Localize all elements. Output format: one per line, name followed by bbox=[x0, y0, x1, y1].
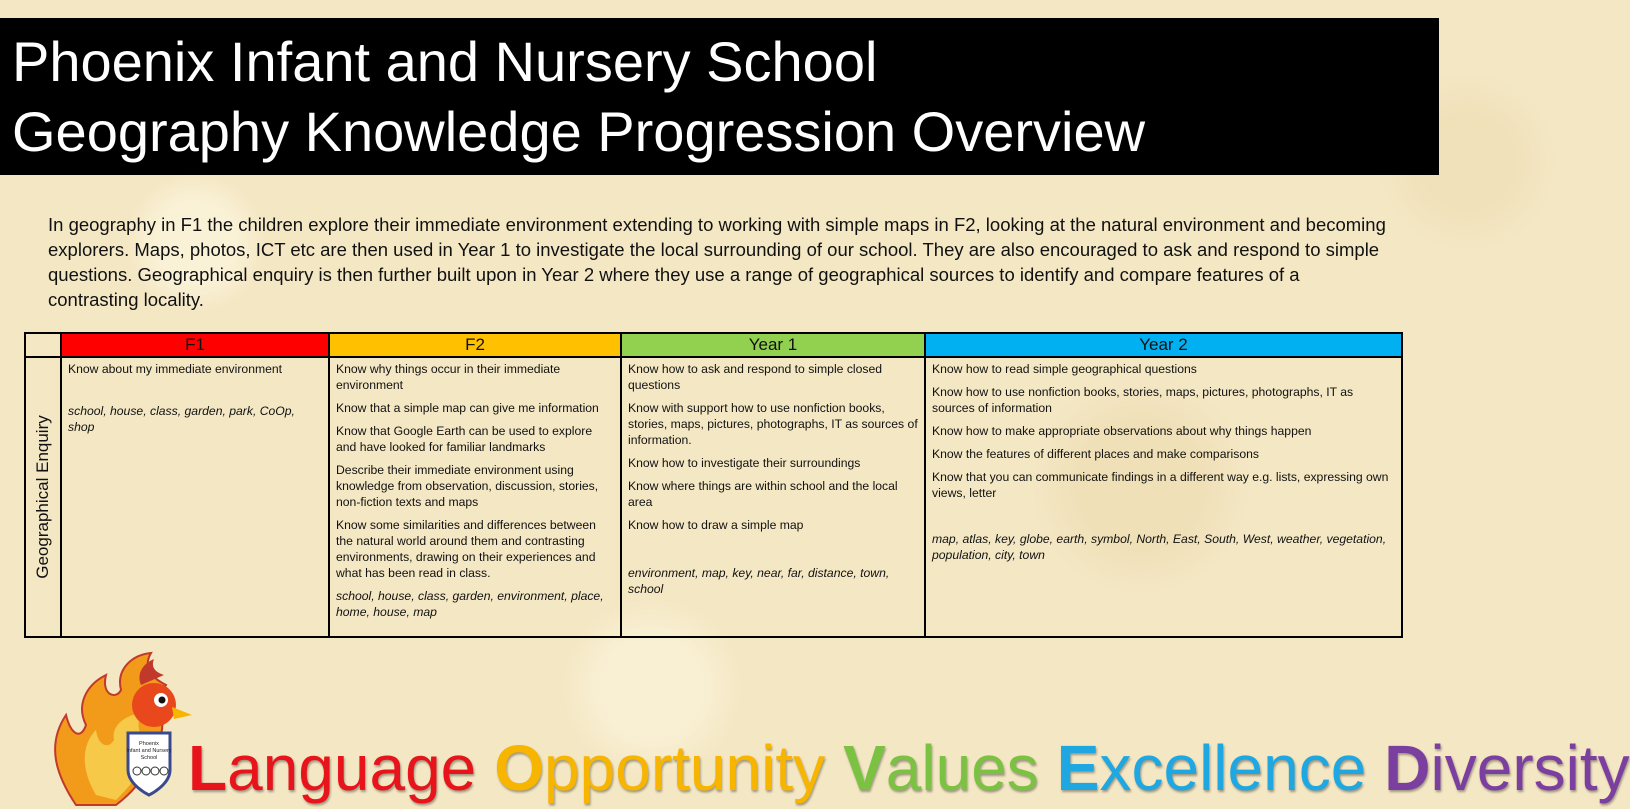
row-label-cell bbox=[25, 357, 61, 637]
motto-initial: L bbox=[188, 732, 228, 804]
title-banner bbox=[0, 18, 1439, 175]
motto-word-language bbox=[188, 732, 476, 804]
motto-rest: pportunity bbox=[544, 732, 826, 804]
vocabulary-text: environment, map, key, near, far, distance, town, school bbox=[628, 566, 890, 596]
list-item: Know some similarities and differences between the natural world around them and contrasting environments, drawing on their experiences and what has been read in class. bbox=[336, 518, 596, 580]
list-item: Know why things occur in their immediate environment bbox=[336, 362, 561, 392]
list-item: Know where things are within school and the local area bbox=[628, 479, 898, 509]
header-f1: F1 bbox=[61, 333, 329, 357]
intro-paragraph: In geography in F1 the children explore their immediate environment extending to working with simple maps in F2, looking at the natural environment and becoming explorers. Maps, photos, ICT etc are then used in Year 1 to investigate the local surrounding of our school. They are also encouraged to ask and respond to simple questions. Geographical enquiry is then further built upon in Year 2 where they use a range of geographical sources to identify and compare features of a contrasting locality. bbox=[48, 214, 1386, 310]
vocabulary-text: map, atlas, key, globe, earth, symbol, North, East, South, West, weather, vegetation, population, city, town bbox=[932, 532, 1387, 562]
vocabulary-text: school, house, class, garden, park, CoOp, shop bbox=[68, 404, 295, 434]
list-item: Know how to use nonfiction books, stories, maps, pictures, photographs, IT as sources of information bbox=[932, 385, 1354, 415]
page-title-line-1: Phoenix Infant and Nursery School bbox=[12, 30, 878, 93]
school-motto bbox=[188, 733, 1630, 803]
list-item: Know that Google Earth can be used to explore and have looked for familiar landmarks bbox=[336, 424, 593, 454]
motto-rest: alues bbox=[885, 732, 1039, 804]
header-year-1: Year 1 bbox=[621, 333, 925, 357]
motto-initial: D bbox=[1384, 732, 1431, 804]
progression-table bbox=[24, 332, 1403, 638]
motto-word-values bbox=[843, 732, 1039, 804]
list-item: Know that a simple map can give me information bbox=[336, 401, 599, 415]
table-header-row bbox=[25, 333, 1402, 357]
motto-rest: iversity bbox=[1430, 732, 1630, 804]
footer bbox=[0, 645, 1630, 809]
cell-f2 bbox=[329, 357, 621, 637]
motto-rest: anguage bbox=[227, 732, 477, 804]
list-item: Know about my immediate environment bbox=[68, 362, 283, 376]
list-item: Describe their immediate environment using knowledge from observation, discussion, stories, non-fiction texts and maps bbox=[336, 463, 599, 509]
list-item: Know how to draw a simple map bbox=[628, 518, 804, 532]
list-item: Know how to make appropriate observations about why things happen bbox=[932, 424, 1312, 438]
vocabulary-text: school, house, class, garden, environment, place, home, house, map bbox=[336, 589, 604, 619]
motto-word-excellence bbox=[1057, 732, 1367, 804]
logo-school-name-1: Phoenix bbox=[139, 741, 159, 747]
cell-year-2 bbox=[925, 357, 1402, 637]
list-item: Know how to ask and respond to simple closed questions bbox=[628, 362, 883, 392]
list-item: Know with support how to use nonfiction books, stories, maps, pictures, photographs, IT as sources of information. bbox=[628, 401, 918, 447]
row-label: Geographical Enquiry bbox=[33, 415, 52, 579]
motto-initial: E bbox=[1056, 732, 1100, 804]
motto-initial: O bbox=[494, 732, 545, 804]
header-f2: F2 bbox=[329, 333, 621, 357]
logo-school-name-3: School bbox=[140, 755, 158, 761]
logo-school-name-2: Infant and Nursery bbox=[126, 748, 172, 754]
motto-rest: xcellence bbox=[1099, 732, 1367, 804]
list-item: Know how to investigate their surroundings bbox=[628, 456, 861, 470]
page-title-line-2: Geography Knowledge Progression Overview bbox=[12, 100, 1146, 163]
table-row bbox=[25, 357, 1402, 637]
cell-year-1 bbox=[621, 357, 925, 637]
header-year-2: Year 2 bbox=[925, 333, 1402, 357]
list-item: Know that you can communicate findings in a different way e.g. lists, expressing own views, letter bbox=[932, 470, 1389, 500]
phoenix-logo bbox=[36, 645, 196, 809]
motto-word-diversity bbox=[1384, 732, 1629, 804]
motto-word-opportunity bbox=[494, 732, 825, 804]
cell-f1 bbox=[61, 357, 329, 637]
header-corner bbox=[25, 333, 61, 357]
list-item: Know the features of different places and make comparisons bbox=[932, 447, 1259, 461]
list-item: Know how to read simple geographical questions bbox=[932, 362, 1197, 376]
motto-initial: V bbox=[843, 732, 886, 804]
